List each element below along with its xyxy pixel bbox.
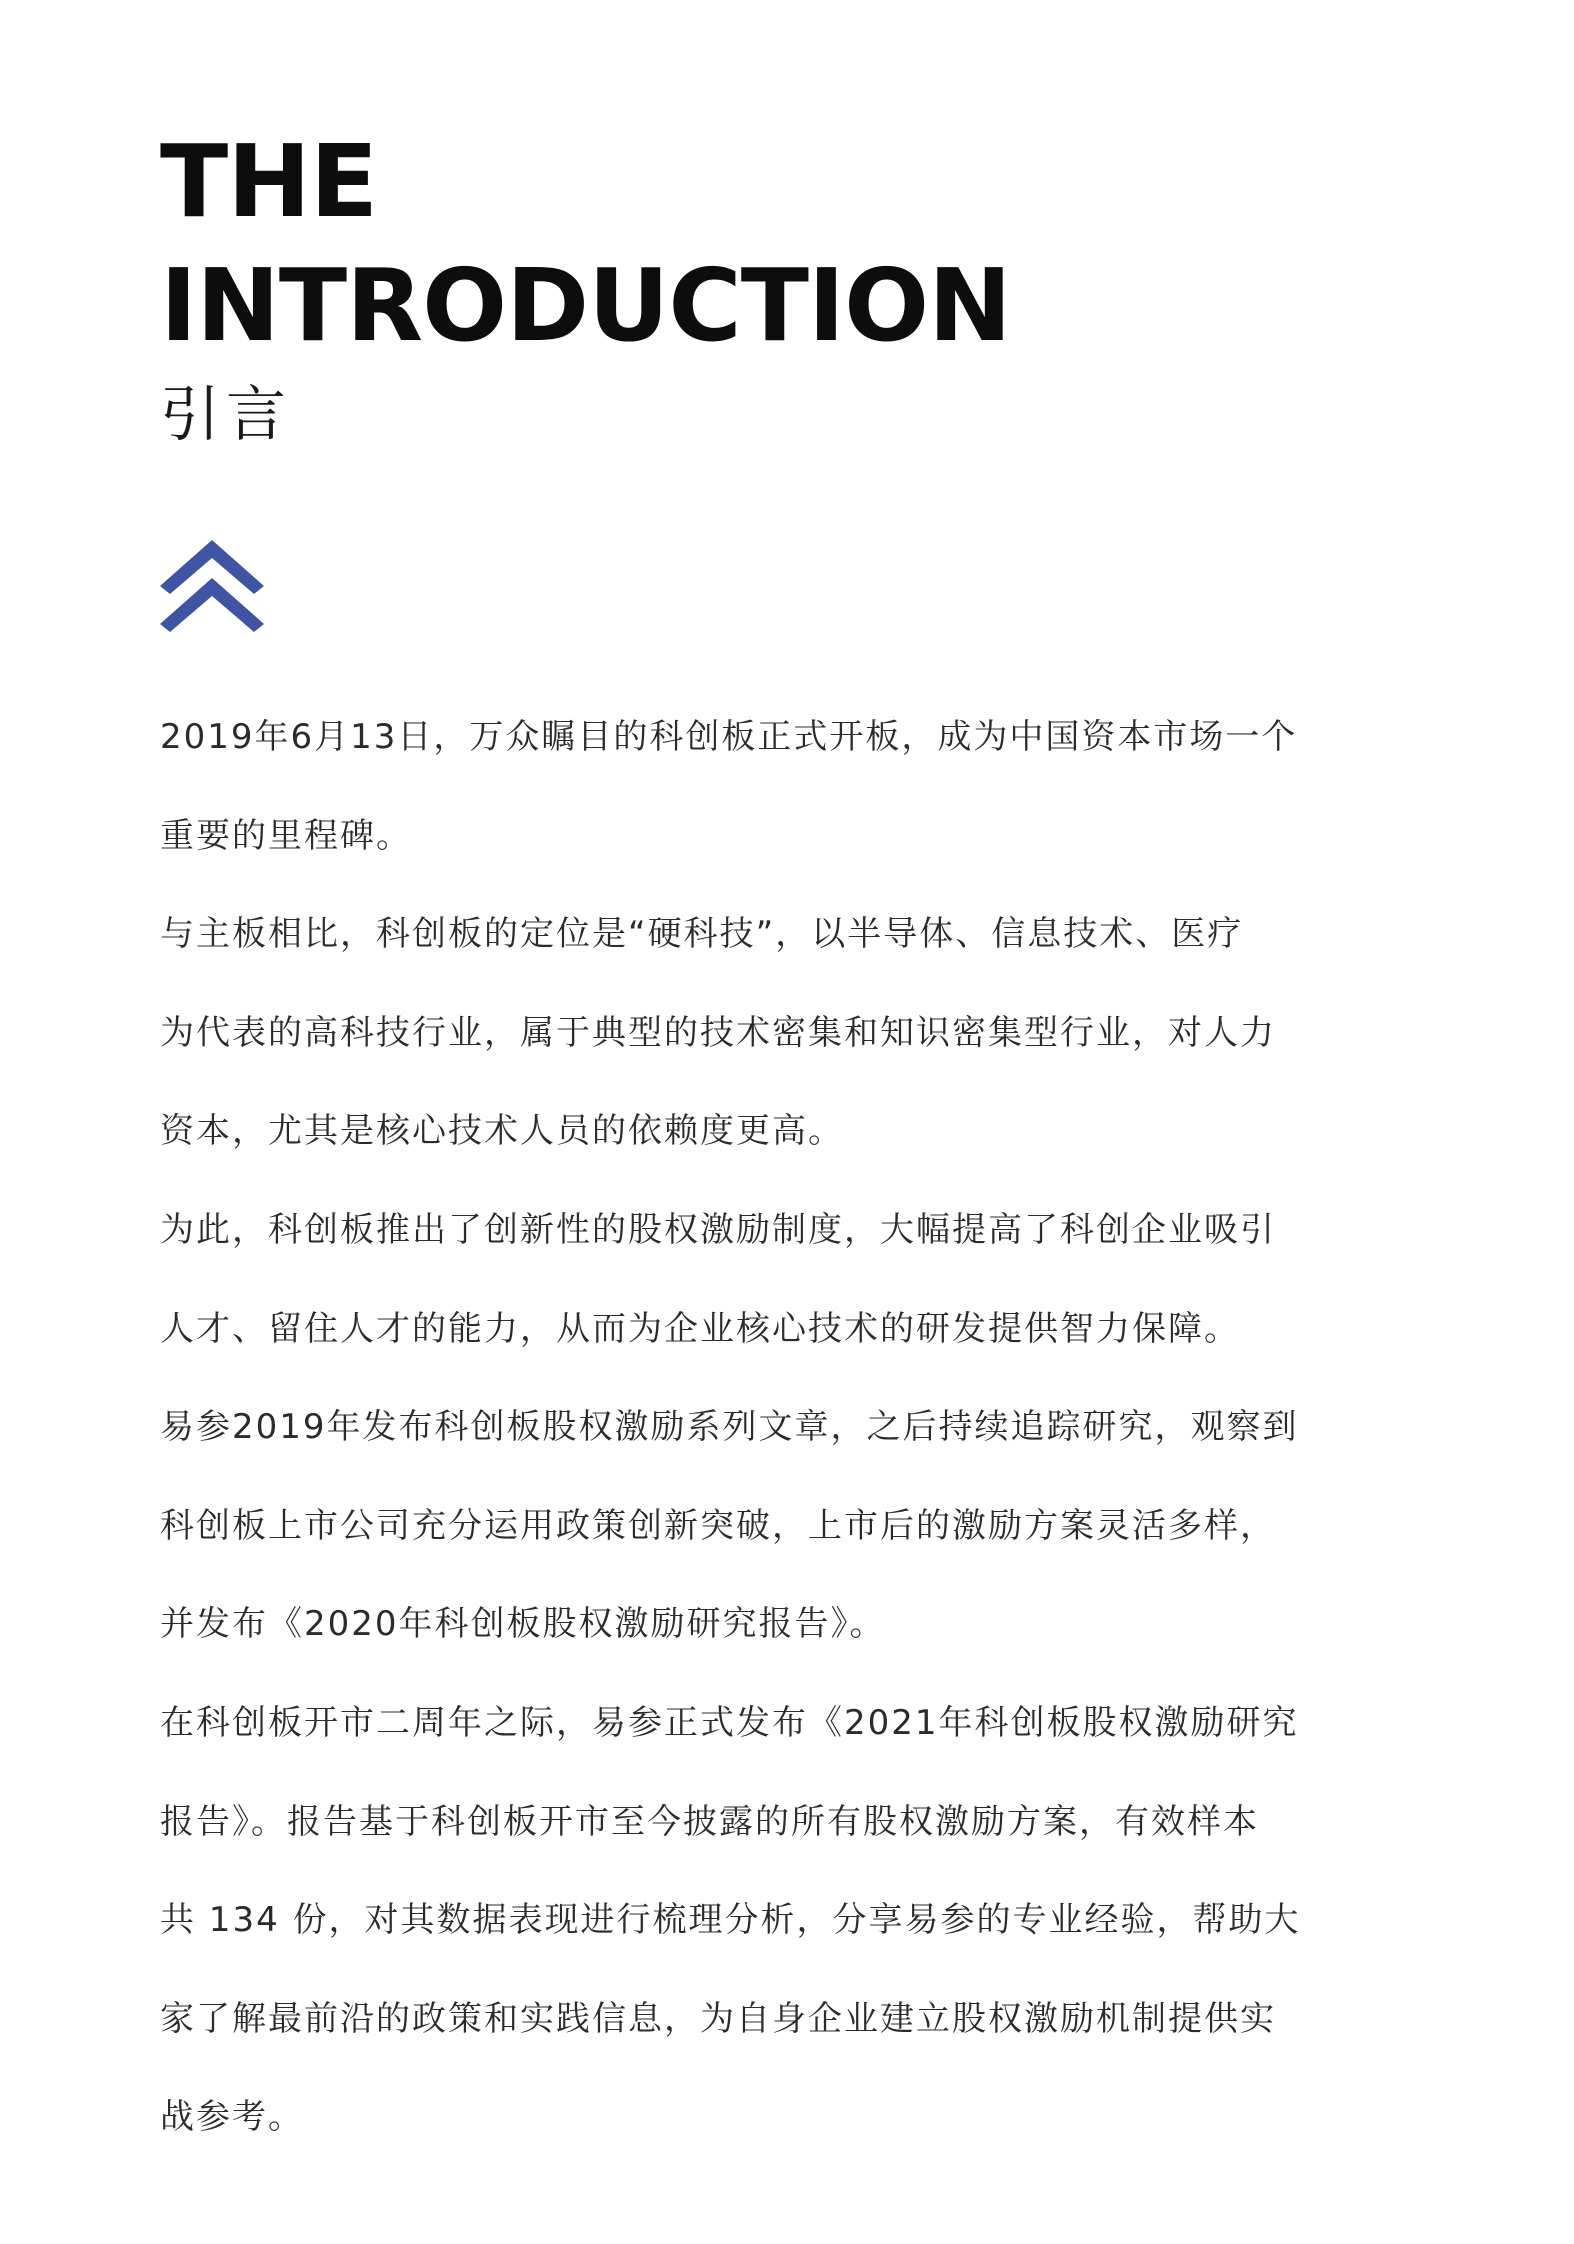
text-line: 人才、留住人才的能力，从而为企业核心技术的研发提供智力保障。 [160, 1308, 1240, 1349]
title-line-introduction: INTRODUCTION [160, 247, 1011, 364]
text-line: 为代表的高科技行业，属于典型的技术密集和知识密集型行业，对人力 [160, 1012, 1276, 1053]
paragraph-1 [160, 688, 1408, 885]
text-line: 报告》。报告基于科创板开市至今披露的所有股权激励方案，有效样本 [160, 1801, 1259, 1842]
paragraph-3 [160, 1181, 1408, 1378]
paragraph-4 [160, 1378, 1408, 1674]
page-title [160, 120, 1011, 368]
double-chevron-up-icon [160, 540, 264, 634]
text-line: 重要的里程碑。 [160, 815, 412, 856]
text-line: 资本，尤其是核心技术人员的依赖度更高。 [160, 1111, 844, 1152]
paragraph-2 [160, 885, 1408, 1181]
page-subtitle: 引言 [160, 380, 292, 450]
text-line: 为此，科创板推出了创新性的股权激励制度，大幅提高了科创企业吸引 [160, 1209, 1276, 1250]
text-line: 科创板上市公司充分运用政策创新突破，上市后的激励方案灵活多样， [160, 1505, 1276, 1546]
text-line: 共 134 份，对其数据表现进行梳理分析，分享易参的专业经验，帮助大 [160, 1900, 1301, 1941]
text-line: 并发布《2020年科创板股权激励研究报告》。 [160, 1604, 886, 1645]
paragraph-5 [160, 1674, 1408, 2167]
text-line: 2019年6月13日，万众瞩目的科创板正式开板，成为中国资本市场一个 [160, 717, 1298, 757]
text-line: 战参考。 [160, 2097, 304, 2138]
title-line-the: THE [160, 123, 378, 240]
text-line: 家了解最前沿的政策和实践信息，为自身企业建立股权激励机制提供实 [160, 1998, 1276, 2039]
body-text [160, 688, 1408, 2167]
text-line: 与主板相比，科创板的定位是“硬科技”，以半导体、信息技术、医疗 [160, 914, 1244, 955]
text-line: 在科创板开市二周年之际，易参正式发布《2021年科创板股权激励研究 [160, 1702, 1299, 1743]
text-line: 易参2019年发布科创板股权激励系列文章，之后持续追踪研究，观察到 [160, 1407, 1299, 1448]
